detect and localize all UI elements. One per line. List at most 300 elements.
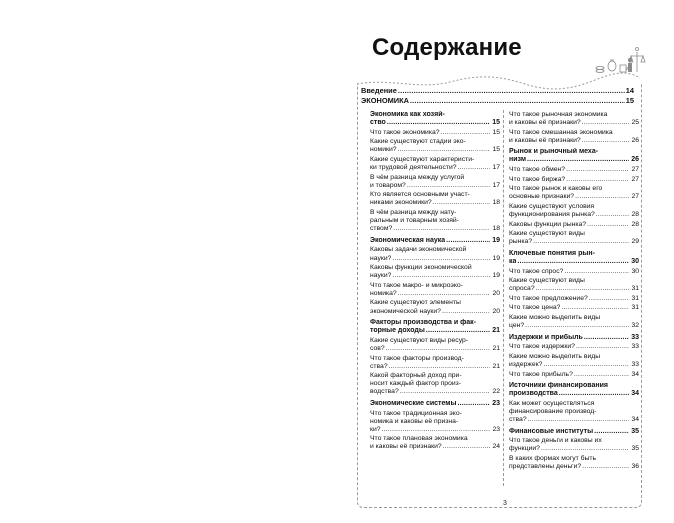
leader-dots <box>457 400 490 408</box>
toc-page-number: 33 <box>631 333 639 341</box>
toc-line <box>509 437 639 445</box>
leader-dots <box>536 285 630 293</box>
toc-line-text: Источники финансирования <box>509 382 608 390</box>
toc-item[interactable] <box>370 138 500 154</box>
toc-page-number: 25 <box>631 119 639 127</box>
toc-line <box>370 435 500 443</box>
toc-page-number: 32 <box>631 322 639 330</box>
toc-page-number: 33 <box>631 361 639 369</box>
toc-item[interactable] <box>509 268 639 276</box>
leader-dots <box>433 199 491 207</box>
toc-line-text: Что такое обмен? <box>509 166 566 174</box>
toc-line-text: сов? <box>370 344 385 352</box>
toc-item[interactable] <box>370 174 500 190</box>
toc-item[interactable] <box>509 176 639 184</box>
toc-line <box>509 211 639 219</box>
toc-line <box>370 119 500 127</box>
leader-dots <box>541 445 630 453</box>
toc-line <box>509 304 639 312</box>
toc-item[interactable] <box>509 129 639 145</box>
toc-line-text: Что такое рыночная экономика <box>509 111 608 118</box>
toc-line-text: Издержки и прибыль <box>509 333 583 341</box>
leader-dots <box>589 295 630 303</box>
coffee-cup-icon <box>620 65 628 72</box>
toc-line-text: ки трудовой деятельности? <box>370 164 457 172</box>
toc-item[interactable] <box>509 304 639 312</box>
toc-line-text: Какие существуют виды <box>509 230 585 238</box>
toc-line <box>370 199 500 207</box>
toc-line-text: носит каждый фактор произ- <box>370 380 462 388</box>
toc-line-text: Что такое биржа? <box>509 175 566 183</box>
toc-line-text: никами экономики? <box>370 199 432 207</box>
toc-line-text: Что такое прибыль? <box>509 370 573 378</box>
toc-line-text: рынка? <box>509 238 533 246</box>
toc-line-text: ства? <box>370 362 388 370</box>
toc-line <box>509 203 639 211</box>
toc-line <box>509 166 639 174</box>
leader-dots <box>576 343 629 351</box>
toc-line <box>509 361 639 369</box>
toc-line <box>509 119 639 127</box>
leader-dots <box>400 388 491 396</box>
toc-line-text: Что такое плановая экономика <box>370 435 468 443</box>
toc-line <box>509 238 639 246</box>
toc-line <box>370 146 500 154</box>
leader-dots <box>407 182 491 190</box>
toc-section[interactable] <box>370 111 500 127</box>
toc-line <box>370 129 500 137</box>
toc-line <box>509 416 639 424</box>
toc-line-text: Кто является основными участ- <box>370 191 470 199</box>
toc-line-text: Ключевые понятия рын- <box>509 249 595 257</box>
toc-line-text: науки? <box>370 254 392 262</box>
toc-line <box>370 290 500 298</box>
toc-line <box>509 221 639 229</box>
toc-page-number: 20 <box>492 307 500 315</box>
toc-page-number: 33 <box>631 343 639 351</box>
toc-line <box>509 176 639 184</box>
toc-line <box>509 371 639 379</box>
toc-line-text: производства <box>509 390 558 398</box>
leader-dots <box>442 308 490 316</box>
toc-line-text: В каких формах могут быть <box>509 454 597 462</box>
toc-line-text: Какие можно выделить виды <box>509 314 601 322</box>
toc-line <box>509 382 639 390</box>
toc-entry-label: ЭКОНОМИКА <box>361 96 409 105</box>
toc-line-text: и каковы её признаки? <box>509 119 581 127</box>
toc-page-number: 15 <box>492 128 500 136</box>
toc-item[interactable] <box>370 246 500 262</box>
toc-line <box>509 334 639 342</box>
toc-line <box>370 174 500 182</box>
toc-line-text: Что такое спрос? <box>509 267 564 275</box>
toc-line <box>509 258 639 266</box>
toc-line <box>370 237 500 245</box>
toc-item[interactable] <box>370 264 500 280</box>
page-title: Содержание <box>372 34 522 61</box>
toc-item[interactable] <box>370 337 500 353</box>
leader-dots <box>566 176 629 184</box>
leader-dots <box>382 426 491 434</box>
leader-dots <box>564 268 629 276</box>
toc-line-text: Какие можно выделить виды <box>509 352 601 360</box>
toc-line-text: Какие существуют виды ресур- <box>370 336 469 344</box>
toc-line-text: экономической науки? <box>370 307 441 315</box>
toc-line <box>509 390 639 398</box>
toc-item[interactable] <box>509 203 639 219</box>
leader-dots <box>582 119 630 127</box>
toc-line <box>370 272 500 280</box>
toc-page-number: 28 <box>631 211 639 219</box>
toc-line <box>370 299 500 307</box>
toc-line-text: водства? <box>370 388 399 396</box>
leader-dots <box>387 119 490 127</box>
toc-line-text: издержек? <box>509 361 543 369</box>
toc-page-number: 19 <box>492 236 500 244</box>
toc-line-text: основные признаки? <box>509 193 575 201</box>
toc-line <box>370 410 500 418</box>
toc-line-text: номика и каковы её призна- <box>370 417 459 425</box>
toc-line <box>509 129 639 137</box>
toc-line-text: Экономическая наука <box>370 236 446 244</box>
toc-page-number: 21 <box>492 362 500 370</box>
toc-item[interactable] <box>509 455 639 471</box>
toc-line-text: Финансовые институты <box>509 427 594 435</box>
toc-item[interactable] <box>509 343 639 351</box>
toc-line <box>509 277 639 285</box>
toc-line-text: Какие существуют элементы <box>370 299 461 307</box>
toc-item[interactable] <box>509 221 639 229</box>
toc-line-text: и товаром? <box>370 181 406 189</box>
toc-line <box>370 418 500 426</box>
toc-line-text: Что такое смешанная экономика <box>509 128 613 136</box>
toc-item[interactable] <box>509 371 639 379</box>
toc-page-number: 31 <box>631 294 639 302</box>
toc-line <box>509 295 639 303</box>
toc-page-number: 15 <box>492 146 500 154</box>
toc-page-number: 31 <box>631 285 639 293</box>
toc-item[interactable] <box>370 156 500 172</box>
person-icon <box>628 58 632 72</box>
leader-dots <box>543 361 629 369</box>
toc-line <box>509 250 639 258</box>
leader-dots <box>594 428 629 436</box>
toc-line-text: Рынок и рыночный меха- <box>509 148 599 156</box>
toc-page-number: 19 <box>492 254 500 262</box>
toc-page-number: 17 <box>492 181 500 189</box>
toc-line-text: Экономика как хозяй- <box>370 111 445 118</box>
leader-dots <box>393 225 490 233</box>
toc-line <box>370 308 500 316</box>
toc-line <box>509 111 639 119</box>
toc-page-number: 17 <box>492 164 500 172</box>
toc-line <box>509 230 639 238</box>
toc-page-number: 15 <box>492 119 500 127</box>
leader-dots <box>527 156 629 164</box>
toc-line-text: Как может осуществляться <box>509 399 595 407</box>
toc-section[interactable] <box>370 319 500 335</box>
toc-page-number: 30 <box>631 267 639 275</box>
toc-entry-page: 14 <box>625 86 634 95</box>
toc-page-number: 35 <box>631 445 639 453</box>
toc-page-number: 35 <box>631 427 639 435</box>
toc-line-text: финансирование производ- <box>509 408 597 415</box>
money-bag-icon <box>608 60 616 71</box>
toc-line-text: Каковы функции экономической <box>370 264 472 272</box>
toc-line-text: спроса? <box>509 285 535 293</box>
toc-line-text: Какие существуют стадии эко- <box>370 138 466 146</box>
toc-line <box>509 400 639 408</box>
toc-entry-economics[interactable] <box>361 96 634 106</box>
toc-item[interactable] <box>370 191 500 207</box>
toc-page-number: 31 <box>631 304 639 312</box>
toc-section[interactable] <box>370 400 500 408</box>
toc-line-text: Что такое деньги и каковы их <box>509 437 602 445</box>
toc-page-number: 18 <box>492 199 500 207</box>
toc-line-text: Что такое факторы производ- <box>370 354 464 362</box>
leader-dots <box>398 146 491 154</box>
toc-item[interactable] <box>509 400 639 424</box>
toc-item[interactable] <box>370 435 500 451</box>
toc-line-text: ральным и товарным хозяй- <box>370 217 459 225</box>
toc-line <box>370 225 500 233</box>
toc-line-text: ки? <box>370 425 381 433</box>
leader-dots <box>458 164 491 172</box>
toc-line-text: представлены деньги? <box>509 463 582 471</box>
toc-line <box>509 137 639 145</box>
toc-line <box>370 156 500 164</box>
toc-page-number: 24 <box>492 443 500 451</box>
leader-dots <box>574 371 630 379</box>
toc-line-text: В чём разница между услугой <box>370 173 465 181</box>
toc-line-text: Какие существуют условия <box>509 202 595 210</box>
toc-section[interactable] <box>509 334 639 342</box>
toc-line-text: и каковы её признаки? <box>509 136 581 144</box>
toc-line <box>509 322 639 330</box>
toc-line-text: ство <box>370 119 386 127</box>
leader-dots <box>533 238 629 246</box>
leader-dots <box>446 237 490 245</box>
toc-line-text: функционирования рынка? <box>509 211 595 219</box>
leader-dots <box>392 255 490 263</box>
toc-line-text: Какой факторный доход при- <box>370 372 462 380</box>
toc-section[interactable] <box>370 237 500 245</box>
toc-page-number: 26 <box>631 136 639 144</box>
leader-dots <box>559 390 629 398</box>
leader-dots <box>389 363 491 371</box>
toc-line-text: Что такое цена? <box>509 304 561 312</box>
toc-line <box>370 282 500 290</box>
toc-line-text: В чём разница между нату- <box>370 209 457 217</box>
toc-page-number: 30 <box>631 258 639 265</box>
leader-dots <box>410 96 625 106</box>
toc-page-number: 23 <box>492 400 500 407</box>
toc-item[interactable] <box>370 209 500 233</box>
toc-line <box>370 319 500 327</box>
toc-line <box>370 209 500 217</box>
toc-line-text: ства? <box>509 416 527 424</box>
leader-dots <box>584 334 629 342</box>
toc-section[interactable] <box>509 148 639 164</box>
leader-dots <box>441 129 491 137</box>
leader-dots <box>386 345 491 353</box>
toc-item[interactable] <box>509 437 639 453</box>
toc-item[interactable] <box>370 282 500 298</box>
toc-line <box>370 380 500 388</box>
toc-line <box>509 463 639 471</box>
toc-line <box>509 408 639 416</box>
toc-line <box>509 445 639 453</box>
toc-page-number: 34 <box>631 370 639 378</box>
toc-line <box>370 337 500 345</box>
toc-page-number: 27 <box>631 175 639 183</box>
leader-dots <box>596 211 630 219</box>
toc-line-text: Экономические системы <box>370 400 457 407</box>
toc-left-column <box>370 111 500 453</box>
leader-dots <box>398 290 491 298</box>
toc-line <box>509 353 639 361</box>
toc-line <box>370 400 500 408</box>
toc-line <box>509 455 639 463</box>
toc-page-number: 29 <box>631 238 639 246</box>
toc-item[interactable] <box>509 166 639 174</box>
toc-page-number: 34 <box>631 390 639 398</box>
toc-item[interactable] <box>509 295 639 303</box>
toc-line <box>509 428 639 436</box>
coins-icon <box>596 67 604 73</box>
toc-item[interactable] <box>370 129 500 137</box>
toc-line-text: Что такое предложение? <box>509 294 588 302</box>
toc-page-number: 19 <box>492 272 500 280</box>
toc-page-number: 22 <box>492 388 500 396</box>
leader-dots <box>525 322 629 330</box>
toc-line <box>370 182 500 190</box>
toc-line <box>370 264 500 272</box>
toc-page-number: 28 <box>631 220 639 228</box>
toc-line-text: Что такое экономика? <box>370 128 440 136</box>
toc-line-text: ством? <box>370 225 393 233</box>
toc-page-number: 34 <box>631 416 639 424</box>
toc-line <box>370 255 500 263</box>
toc-page-number: 23 <box>492 425 500 433</box>
toc-line <box>370 327 500 335</box>
toc-line-text: низм <box>509 156 527 164</box>
toc-line <box>509 148 639 156</box>
toc-line <box>509 268 639 276</box>
toc-line <box>370 191 500 199</box>
toc-line <box>370 443 500 451</box>
toc-item[interactable] <box>370 372 500 396</box>
toc-line <box>370 217 500 225</box>
column-divider <box>503 110 504 486</box>
toc-right-column <box>509 111 639 473</box>
toc-page-number: 36 <box>631 463 639 471</box>
toc-line <box>370 388 500 396</box>
toc-line-text: Факторы производства и фак- <box>370 319 476 327</box>
toc-section[interactable] <box>509 382 639 398</box>
toc-entry-page: 15 <box>625 96 634 105</box>
toc-line-text: и каковы её признаки? <box>370 443 442 451</box>
toc-line <box>370 345 500 353</box>
toc-line-text: Какие существуют характеристи- <box>370 155 475 163</box>
toc-item[interactable] <box>509 353 639 369</box>
toc-entry-introduction[interactable] <box>361 86 634 96</box>
toc-line <box>509 156 639 164</box>
toc-line <box>509 193 639 201</box>
toc-page-number: 21 <box>492 344 500 352</box>
leader-dots <box>566 166 629 174</box>
toc-line <box>370 363 500 371</box>
toc-page-number: 27 <box>631 166 639 174</box>
toc-line-text: функции? <box>509 445 540 453</box>
toc-line <box>370 164 500 172</box>
page-number: 3 <box>500 500 510 507</box>
toc-line <box>509 343 639 351</box>
leader-dots <box>582 463 629 471</box>
toc-page-number: 20 <box>492 289 500 297</box>
toc-line-text: торные доходы <box>370 327 425 335</box>
toc-line <box>509 285 639 293</box>
toc-item[interactable] <box>370 355 500 371</box>
toc-page-number: 26 <box>631 156 639 164</box>
toc-page-number: 21 <box>492 327 500 335</box>
toc-item[interactable] <box>509 230 639 246</box>
leader-dots <box>561 304 629 312</box>
toc-line <box>370 246 500 254</box>
toc-item[interactable] <box>509 185 639 201</box>
top-entries <box>361 86 634 106</box>
toc-line-text: номики? <box>370 146 397 154</box>
leader-dots <box>443 443 491 451</box>
leader-dots <box>426 327 490 335</box>
toc-line-text: Каковы функции рынка? <box>509 220 587 228</box>
leader-dots <box>587 221 629 229</box>
toc-item[interactable] <box>509 277 639 293</box>
toc-line-text: номика? <box>370 289 397 297</box>
leader-dots <box>398 86 625 96</box>
toc-line-text: Что такое традиционная эко- <box>370 409 462 417</box>
toc-line <box>370 426 500 434</box>
toc-line-text: науки? <box>370 272 392 280</box>
toc-item[interactable] <box>370 410 500 434</box>
toc-line-text: ка <box>509 258 517 265</box>
leader-dots <box>528 416 630 424</box>
toc-line-text: Каковы задачи экономической <box>370 246 467 254</box>
toc-page-number: 18 <box>492 225 500 233</box>
toc-line-text: цен? <box>509 322 525 330</box>
toc-item[interactable] <box>509 314 639 330</box>
toc-line-text: Что такое макро- и микроэко- <box>370 281 463 289</box>
toc-item[interactable] <box>509 111 639 127</box>
toc-line-text: Что такое издержки? <box>509 343 575 351</box>
toc-line <box>370 138 500 146</box>
toc-section[interactable] <box>509 428 639 436</box>
leader-dots <box>392 272 490 280</box>
toc-line <box>370 111 500 119</box>
toc-line <box>509 185 639 193</box>
toc-line <box>370 355 500 363</box>
toc-page-number: 27 <box>631 193 639 201</box>
toc-line-text: Какие существуют виды <box>509 277 585 285</box>
toc-line <box>509 314 639 322</box>
toc-entry-label: Введение <box>361 86 397 95</box>
toc-line <box>370 372 500 380</box>
toc-section[interactable] <box>509 250 639 266</box>
leader-dots <box>517 258 629 266</box>
toc-item[interactable] <box>370 299 500 315</box>
leader-dots <box>582 137 630 145</box>
toc-line-text: Что такое рынок и каковы его <box>509 185 603 193</box>
